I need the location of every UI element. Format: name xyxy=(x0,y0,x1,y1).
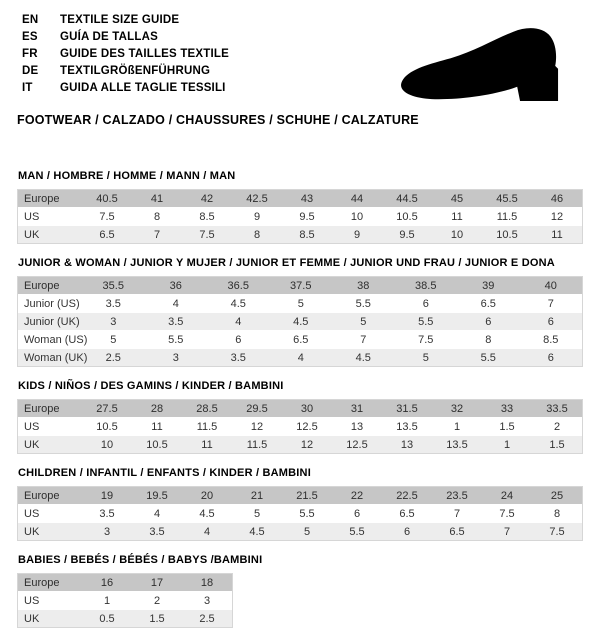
size-value-cell: 10.5 xyxy=(82,418,132,436)
size-value-cell: 7.5 xyxy=(82,208,132,226)
size-table xyxy=(17,189,583,244)
language-label: TEXTILE SIZE GUIDE xyxy=(60,14,180,26)
size-value-cell: 3.5 xyxy=(145,313,208,331)
size-value-cell: 3 xyxy=(82,523,132,540)
size-value-cell: 4.5 xyxy=(232,523,282,540)
row-label-cell: US xyxy=(18,208,82,226)
size-value-cell: 6 xyxy=(395,295,458,313)
size-value-cell: 19.5 xyxy=(132,487,182,505)
table-header-row xyxy=(18,400,582,418)
row-label-cell: Junior (US) xyxy=(18,295,82,313)
size-value-cell: 5 xyxy=(82,331,145,349)
size-value-cell: 9.5 xyxy=(282,208,332,226)
table-row xyxy=(18,313,582,331)
size-value-cell: 13 xyxy=(332,418,382,436)
size-value-cell: 5.5 xyxy=(145,331,208,349)
table-row xyxy=(18,295,582,313)
size-value-cell: 23.5 xyxy=(432,487,482,505)
size-value-cell: 12.5 xyxy=(282,418,332,436)
size-value-cell: 1.5 xyxy=(132,610,182,627)
size-value-cell: 11.5 xyxy=(182,418,232,436)
size-value-cell: 8 xyxy=(232,226,282,243)
size-value-cell: 9.5 xyxy=(382,226,432,243)
size-value-cell: 12 xyxy=(232,418,282,436)
size-value-cell: 38 xyxy=(332,277,395,295)
table-header-row xyxy=(18,487,582,505)
language-code: IT xyxy=(22,82,33,94)
size-value-cell: 7 xyxy=(482,523,532,540)
size-value-cell: 5 xyxy=(232,505,282,523)
size-value-cell: 1.5 xyxy=(532,436,582,453)
size-value-cell: 11 xyxy=(532,226,582,243)
size-value-cell: 13 xyxy=(382,436,432,453)
size-value-cell: 25 xyxy=(532,487,582,505)
size-value-cell: 3 xyxy=(182,592,232,610)
size-value-cell: 6 xyxy=(332,505,382,523)
size-value-cell: 5.5 xyxy=(282,505,332,523)
size-value-cell: 7 xyxy=(332,331,395,349)
size-value-cell: 7 xyxy=(520,295,583,313)
table-row xyxy=(18,523,582,540)
size-value-cell: 32 xyxy=(432,400,482,418)
table-row xyxy=(18,331,582,349)
row-label-cell: Junior (UK) xyxy=(18,313,82,331)
size-value-cell: 11.5 xyxy=(232,436,282,453)
table-row xyxy=(18,610,232,627)
table-header-row xyxy=(18,190,582,208)
size-value-cell: 1.5 xyxy=(482,418,532,436)
section-title: JUNIOR & WOMAN / JUNIOR Y MUJER / JUNIOR ET FEMME / JUNIOR UND FRAU / JUNIOR E DONA xyxy=(18,257,555,269)
size-value-cell: 3.5 xyxy=(132,523,182,540)
region-header-cell: Europe xyxy=(18,487,82,505)
size-value-cell: 1 xyxy=(482,436,532,453)
category-title: FOOTWEAR / CALZADO / CHAUSSURES / SCHUHE / CALZATURE xyxy=(17,113,419,127)
size-value-cell: 29.5 xyxy=(232,400,282,418)
size-value-cell: 10 xyxy=(332,208,382,226)
size-value-cell: 10.5 xyxy=(482,226,532,243)
size-value-cell: 7.5 xyxy=(182,226,232,243)
size-value-cell: 4 xyxy=(270,349,333,366)
size-section xyxy=(17,554,583,628)
section-title: MAN / HOMBRE / HOMME / MANN / MAN xyxy=(18,170,236,182)
size-table xyxy=(17,276,583,367)
size-value-cell: 6 xyxy=(207,331,270,349)
size-value-cell: 7.5 xyxy=(482,505,532,523)
size-value-cell: 2.5 xyxy=(82,349,145,366)
size-value-cell: 40 xyxy=(520,277,583,295)
language-label: GUIDA ALLE TAGLIE TESSILI xyxy=(60,82,226,94)
size-value-cell: 3.5 xyxy=(207,349,270,366)
size-value-cell: 5 xyxy=(332,313,395,331)
size-value-cell: 4 xyxy=(207,313,270,331)
size-value-cell: 11 xyxy=(182,436,232,453)
region-header-cell: Europe xyxy=(18,400,82,418)
table-header-row xyxy=(18,574,232,592)
language-label: GUIDE DES TAILLES TEXTILE xyxy=(60,48,229,60)
size-value-cell: 3 xyxy=(145,349,208,366)
size-value-cell: 42.5 xyxy=(232,190,282,208)
size-value-cell: 5.5 xyxy=(332,523,382,540)
size-value-cell: 4.5 xyxy=(207,295,270,313)
size-value-cell: 11 xyxy=(132,418,182,436)
size-value-cell: 37.5 xyxy=(270,277,333,295)
section-title: KIDS / NIÑOS / DES GAMINS / KINDER / BAMBINI xyxy=(18,380,284,392)
table-header-row xyxy=(18,277,582,295)
size-value-cell: 10 xyxy=(432,226,482,243)
region-header-cell: Europe xyxy=(18,277,82,295)
size-table xyxy=(17,573,233,628)
row-label-cell: UK xyxy=(18,610,82,627)
size-value-cell: 20 xyxy=(182,487,232,505)
size-value-cell: 19 xyxy=(82,487,132,505)
size-value-cell: 10.5 xyxy=(132,436,182,453)
table-row xyxy=(18,226,582,243)
language-code: FR xyxy=(22,48,38,60)
table-row xyxy=(18,436,582,453)
size-value-cell: 31.5 xyxy=(382,400,432,418)
size-value-cell: 5.5 xyxy=(457,349,520,366)
size-value-cell: 21 xyxy=(232,487,282,505)
size-value-cell: 8.5 xyxy=(282,226,332,243)
size-value-cell: 5 xyxy=(270,295,333,313)
size-value-cell: 8.5 xyxy=(182,208,232,226)
size-tables xyxy=(17,170,583,628)
size-value-cell: 10.5 xyxy=(382,208,432,226)
size-value-cell: 21.5 xyxy=(282,487,332,505)
table-row xyxy=(18,418,582,436)
size-value-cell: 30 xyxy=(282,400,332,418)
size-table xyxy=(17,399,583,454)
size-value-cell: 12.5 xyxy=(332,436,382,453)
size-value-cell: 33.5 xyxy=(532,400,582,418)
size-value-cell: 6.5 xyxy=(82,226,132,243)
size-value-cell: 35.5 xyxy=(82,277,145,295)
size-value-cell: 6.5 xyxy=(432,523,482,540)
size-value-cell: 1 xyxy=(432,418,482,436)
size-value-cell: 4.5 xyxy=(182,505,232,523)
size-value-cell: 28.5 xyxy=(182,400,232,418)
size-value-cell: 6 xyxy=(520,313,583,331)
size-value-cell: 45 xyxy=(432,190,482,208)
size-value-cell: 6 xyxy=(520,349,583,366)
size-table xyxy=(17,486,583,541)
language-label: TEXTILGRÖßENFÜHRUNG xyxy=(60,65,211,77)
size-value-cell: 13.5 xyxy=(382,418,432,436)
size-value-cell: 46 xyxy=(532,190,582,208)
size-value-cell: 39 xyxy=(457,277,520,295)
row-label-cell: UK xyxy=(18,436,82,453)
size-value-cell: 17 xyxy=(132,574,182,592)
size-value-cell: 41 xyxy=(132,190,182,208)
size-value-cell: 6.5 xyxy=(457,295,520,313)
size-value-cell: 8 xyxy=(532,505,582,523)
size-value-cell: 5 xyxy=(282,523,332,540)
shoe-icon xyxy=(388,14,578,114)
row-label-cell: US xyxy=(18,592,82,610)
size-value-cell: 1 xyxy=(82,592,132,610)
size-value-cell: 5.5 xyxy=(332,295,395,313)
size-value-cell: 9 xyxy=(232,208,282,226)
size-section xyxy=(17,170,583,244)
table-row xyxy=(18,592,232,610)
region-header-cell: Europe xyxy=(18,190,82,208)
size-value-cell: 4.5 xyxy=(270,313,333,331)
size-value-cell: 6 xyxy=(382,523,432,540)
size-value-cell: 7.5 xyxy=(532,523,582,540)
size-section xyxy=(17,467,583,541)
size-value-cell: 38.5 xyxy=(395,277,458,295)
size-value-cell: 8 xyxy=(457,331,520,349)
size-value-cell: 6 xyxy=(457,313,520,331)
table-row xyxy=(18,208,582,226)
row-label-cell: Woman (US) xyxy=(18,331,82,349)
size-value-cell: 18 xyxy=(182,574,232,592)
size-value-cell: 6.5 xyxy=(382,505,432,523)
size-value-cell: 12 xyxy=(532,208,582,226)
language-label: GUÍA DE TALLAS xyxy=(60,31,158,43)
size-value-cell: 7 xyxy=(132,226,182,243)
size-value-cell: 7.5 xyxy=(395,331,458,349)
size-value-cell: 4 xyxy=(182,523,232,540)
size-value-cell: 2 xyxy=(132,592,182,610)
size-value-cell: 27.5 xyxy=(82,400,132,418)
size-value-cell: 4 xyxy=(132,505,182,523)
size-value-cell: 22 xyxy=(332,487,382,505)
size-value-cell: 42 xyxy=(182,190,232,208)
size-section xyxy=(17,380,583,454)
size-value-cell: 16 xyxy=(82,574,132,592)
row-label-cell: UK xyxy=(18,226,82,243)
size-value-cell: 12 xyxy=(282,436,332,453)
size-value-cell: 13.5 xyxy=(432,436,482,453)
language-code: EN xyxy=(22,14,39,26)
size-value-cell: 36.5 xyxy=(207,277,270,295)
row-label-cell: UK xyxy=(18,523,82,540)
size-value-cell: 2.5 xyxy=(182,610,232,627)
size-value-cell: 31 xyxy=(332,400,382,418)
size-value-cell: 33 xyxy=(482,400,532,418)
table-row xyxy=(18,349,582,366)
size-value-cell: 3 xyxy=(82,313,145,331)
size-value-cell: 7 xyxy=(432,505,482,523)
size-value-cell: 11.5 xyxy=(482,208,532,226)
size-value-cell: 44 xyxy=(332,190,382,208)
size-value-cell: 0.5 xyxy=(82,610,132,627)
size-value-cell: 2 xyxy=(532,418,582,436)
size-value-cell: 8.5 xyxy=(520,331,583,349)
table-row xyxy=(18,505,582,523)
size-section xyxy=(17,257,583,367)
size-value-cell: 4.5 xyxy=(332,349,395,366)
size-value-cell: 5.5 xyxy=(395,313,458,331)
size-value-cell: 6.5 xyxy=(270,331,333,349)
size-value-cell: 36 xyxy=(145,277,208,295)
size-value-cell: 45.5 xyxy=(482,190,532,208)
size-value-cell: 44.5 xyxy=(382,190,432,208)
language-code: DE xyxy=(22,65,39,77)
size-value-cell: 40.5 xyxy=(82,190,132,208)
size-value-cell: 9 xyxy=(332,226,382,243)
section-title: BABIES / BEBÉS / BÉBÉS / BABYS /BAMBINI xyxy=(18,554,263,566)
size-value-cell: 24 xyxy=(482,487,532,505)
size-value-cell: 28 xyxy=(132,400,182,418)
size-value-cell: 43 xyxy=(282,190,332,208)
size-value-cell: 3.5 xyxy=(82,505,132,523)
section-title: CHILDREN / INFANTIL / ENFANTS / KINDER / BAMBINI xyxy=(18,467,311,479)
row-label-cell: US xyxy=(18,418,82,436)
region-header-cell: Europe xyxy=(18,574,82,592)
size-value-cell: 4 xyxy=(145,295,208,313)
row-label-cell: US xyxy=(18,505,82,523)
size-value-cell: 3.5 xyxy=(82,295,145,313)
size-value-cell: 5 xyxy=(395,349,458,366)
size-value-cell: 8 xyxy=(132,208,182,226)
row-label-cell: Woman (UK) xyxy=(18,349,82,366)
size-value-cell: 10 xyxy=(82,436,132,453)
size-value-cell: 22.5 xyxy=(382,487,432,505)
language-code: ES xyxy=(22,31,38,43)
size-value-cell: 11 xyxy=(432,208,482,226)
